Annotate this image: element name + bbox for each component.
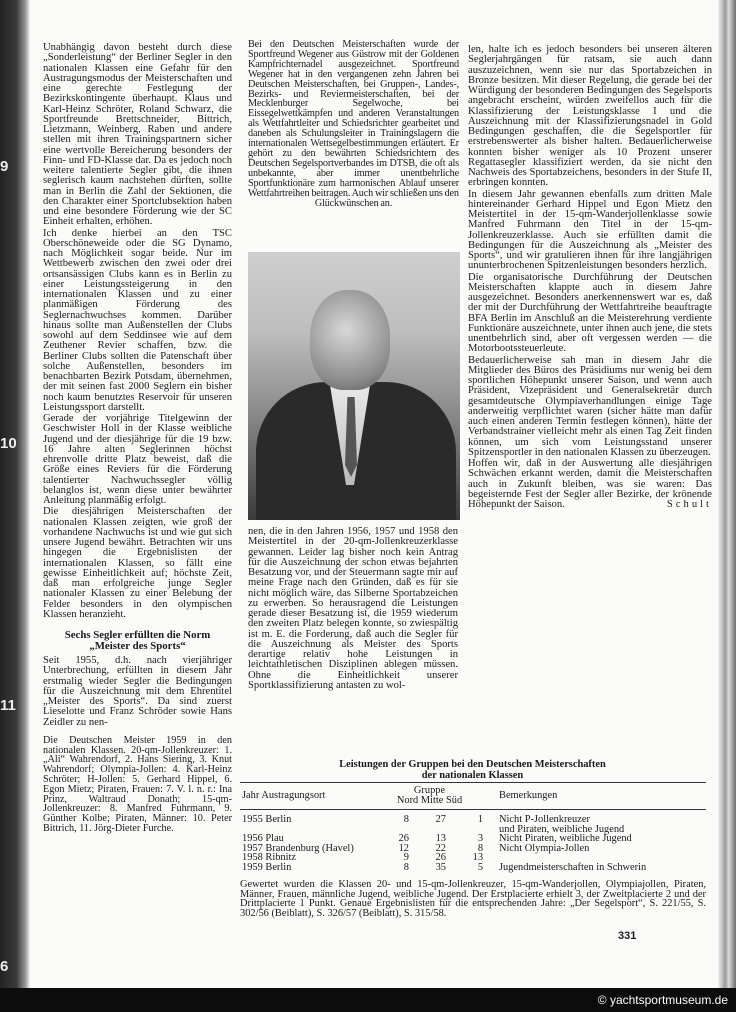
row-year: 1956 <box>242 833 263 845</box>
page-number: 331 <box>618 930 637 942</box>
paragraph: len, halte ich es jedoch besonders bei unseren älteren Seglerjahrgängen für ratsam, sie auch dann auszuzeichnen, wenn sie nur das Sportabzeichen in Bronze besitzen. Mit dieser Regelung, die gerade bei der Würdigung der besonderen Bedingungen des Segelsports angebracht erscheint, würden zweifellos auch für die Klassifizierung der Leistungsklasse I und die Auszeichnung mit der Klassifizierungsnadel in Gold Bedingungen geschaffen, die die Segelsportler für erstrebenswerter als bisher halten. Bedauerlicherweise konnten bisher weniger als 10 Prozent unserer Regattasegler klassifiziert werden, da sie nicht den Nachweis des Sportabzeichens, besonders in der Stufe II, erbringen konnten. <box>468 44 712 189</box>
author-signature: Schult <box>666 499 712 510</box>
cell-year-place <box>240 810 374 835</box>
row-remarks: Nicht Piraten, weibliche Jugend <box>499 833 632 845</box>
section-heading-line: „Meister des Sports“ <box>89 640 186 652</box>
footer-band <box>0 988 736 1012</box>
table-title <box>240 760 705 781</box>
row-place: Berlin <box>265 814 292 825</box>
cell-mitte: 27 <box>435 814 446 825</box>
cell-sued: 13 <box>472 852 484 864</box>
cell-nord: 8 <box>403 814 409 825</box>
edge-marker: 10 <box>0 435 17 452</box>
paragraph: Unabhängig davon besteht durch diese „Sonderleistung“ der Berliner Segler in den nationalen Klassen eine Gefahr für den Austragungsmodus der Meisterschaften und eine gerechte Festlegung der Bezirkskontingente überhaupt. Klaus und Karl-Heinz Schröter, Roland Schwarz, die Sportfreunde Brettschneider, Bittrich, Lietzmann, Weinberg, Raben und andere stellen mit ihren Trainingspartnern sicher eine wertvolle Bereicherung besonders der Finn- und FD-Klasse dar. Da es jedoch noch weitere talentierte Segler gibt, die ihnen seglerisch kaum nachstehen dürften, sollte man in Berlin die Zahl der Sektionen, die den Charakter einer Sportclubsektion haben und eine besondere Förderung wie der SC Einheit erhalten, erhöhen. <box>43 42 232 228</box>
right-column <box>468 45 712 510</box>
cell-sued: 3 <box>477 833 484 845</box>
paragraph: Ich denke hierbei an den TSC Oberschöneweide oder die SG Dynamo, nach Möglichkeit sogar beide. Nur im Wettbewerb zwischen den zwei oder drei ortsansässigen Clubs kann es in Berlin zu einer Leistungssteigerung in den internationalen Klassen und zu einer planmäßigen Förderung des Seglernachwuchses kommen. Darüber hinaus sollte man Außenstellen der Clubs sowohl auf dem Seddinsee wie auf dem Zeuthener Revier schaffen, bzw. die Berliner Clubs sollten die Patenschaft über solche Außenstellen, besonders im benachbarten Bezirk Potsdam, übernehmen, der mit seinen fast 2000 Seglern ein bisher noch kaum benutztes Reservoir für unseren Leistungssport darstellt. <box>43 227 232 413</box>
middle-column-bottom <box>248 527 458 691</box>
paragraph: Gerade der vorjährige Titelgewinn der Geschwister Holl in der Klasse weibliche Jugend und der diesjährige für die 19 bzw. 16 Jahre alten Seglerinnen höchst ehrenvolle dritte Platz beweist, daß die Größe eines Reviers für die Förderung talentierter Nachwuchssegler völlig belanglos ist, wenn diese unter bewährter Anleitung planmäßig erfolgt. <box>43 413 232 506</box>
row-year: 1955 <box>242 814 263 825</box>
cell-mitte: 13 <box>435 833 446 845</box>
row-year: 1959 <box>242 861 263 873</box>
row-remarks: Nicht P-Jollenkreuzer <box>499 814 590 825</box>
photo-caption: Die Deutschen Meister 1959 in den nationalen Klassen. 20-qm-Jollenkreuzer: 1. „Ali“ Wahrendorf, 2. Hans Siering, 3. Knut Wahrendorf; Olympia-Jollen: 4. Karl-Heinz Schröter; H-Jollen: 5. Gerhard Hippel, 6. Egon Mietz; Piraten, Frauen: 7. V. l. n. r.: Ina Prinz, Waltraud Donath; 15-qm-Jollenkreuzer: 8. Manfred Fuhrmann, 9. Günther Kolbe; Piraten, Männer: 10. Peter Bittrich, 11. Jörg-Dieter Furche. <box>43 734 232 834</box>
portrait-photo <box>248 252 460 520</box>
row-year: 1957 <box>242 842 263 854</box>
cell-nord: 8 <box>403 861 409 873</box>
cell-nord: 9 <box>403 852 409 864</box>
row-year: 1958 <box>242 852 263 864</box>
cell-mitte: 35 <box>435 861 446 873</box>
section-heading-line: Sechs Segler erfüllten die Norm <box>64 629 211 641</box>
row-remarks-cont: und Piraten, weibliche Jugend <box>499 823 625 835</box>
row-remarks: Nicht Olympia-Jollen <box>499 842 590 854</box>
row-place: Plau <box>265 833 284 845</box>
table-body <box>240 810 706 875</box>
paragraph-last-line: Glückwünschen an. <box>314 197 393 209</box>
cell-remarks <box>485 810 706 835</box>
book-binding-edge <box>718 0 736 990</box>
edge-marker: 11 <box>0 697 16 714</box>
page-edge-thumb-index <box>0 0 30 990</box>
paragraph: Die organisatorische Durchführung der Deutschen Meisterschaften klappte auch in diesem Jahre ausgezeichnet. Besonders anerkennenswert war es, daß der mit der Durchführung der Wettfahrtreihe beauftragte BFA Berlin im Anschluß an die Meisterehrung verdiente Funktionäre auszeichnete, unter ihnen auch jene, die stets unentbehrlich sind, aber oft vergessen werden — die Motorbootssteuerleute. <box>468 271 712 355</box>
table-header-row <box>240 783 706 810</box>
col-header-nord: Nord <box>396 795 419 806</box>
paragraph-text: Hoffen wir, daß in der Auswertung alle diesjährigen Schwächen erkannt werden, damit die Meisterschaften auch in Zukunft bleiben, was sie waren: Das begeisternde Fest der Segler aller Bezirke, der krönende Höhepunkt der Saison. <box>468 458 712 510</box>
col-header-sued: Süd <box>445 795 463 806</box>
col-header-remarks: Bemerkungen <box>485 783 706 810</box>
row-remarks: Jugendmeisterschaften in Schwerin <box>499 861 647 873</box>
table-footnote: Gewertet wurden die Klassen 20- und 15-qm-Jollenkreuzer, 15-qm-Wanderjollen, Olympiajollen, Piraten, Männer, Frauen, männliche Jugend, weibliche Jugend. Der Erstplacierte erhielt 3, der Zweitplacierte 2 und der Drittplacierte 1 Punkt. Genaue Ergebnislisten für die entsprechenden Jahre: „Der Segelsport“, S. 221/55, S. 302/56 (Beiblatt), S. 326/57 (Beiblatt), S. 315/58. <box>240 879 706 919</box>
col-header-year-place: Jahr Austragungsort <box>240 783 374 810</box>
cell-sued: 5 <box>477 861 484 873</box>
middle-column-top <box>248 40 459 208</box>
paragraph: nen, die in den Jahren 1956, 1957 und 1958 den Meistertitel in der 20-qm-Jollenkreuzerklasse gewannen. Leider lag bisher noch kein Antrag für die Auszeichnung der schon etwas bejahrten Besatzung vor, und der Steuermann sagte mir auf meine Frage nach den Gründen, daß es für sie nicht möglich wäre, das Silberne Sportabzeichen zu erwerben. So herausragend die Leistungen gerade dieser Besatzung ist, die 1959 wiederum den zweiten Platz belegen konnte, so zwiespältig ist m. E. die Forderung, daß auch die Segler für die Auszeichnung als Meister des Sports derartige relativ hohe Leistungen in leichtathletischen Disziplinen ablegen müssen. Ohne die Einheitlichkeit unserer Sportklassifizierung antasten zu wol- <box>248 526 458 691</box>
cell-nord: 26 <box>398 833 409 845</box>
results-table <box>240 782 706 875</box>
table-title-line: der nationalen Klassen <box>421 769 524 781</box>
paragraph <box>468 459 712 510</box>
cell-nord: 12 <box>398 842 409 854</box>
table-title-line: Leistungen der Gruppen bei den Deutschen Meisterschaften <box>339 759 606 770</box>
cell-remarks <box>485 844 706 854</box>
table-row <box>240 863 706 875</box>
watermark: © yachtsportmuseum.de <box>597 993 728 1007</box>
edge-marker: 9 <box>0 158 9 175</box>
cell-year-place <box>240 863 374 875</box>
paragraph: Die diesjährigen Meisterschaften der nationalen Klassen zeigten, wie groß der vorhandene Nachwuchs ist und wie gut sich unsere Jugend bewährt. Betrachten wir uns hingegen die Ergebnislisten der internationalen Klassen, so fällt eine gewisse Einheitlichkeit auf; höchste Zeit, daß man erfolgreiche junge Segler nationaler Klassen zu einer Belebung der Felder besonders in den olympischen Klassen heranzieht. <box>43 506 232 620</box>
row-place: Ribnitz <box>265 852 296 864</box>
cell-remarks <box>485 863 706 875</box>
edge-marker: 6 <box>0 958 9 975</box>
row-place: Berlin <box>265 861 292 873</box>
cell-sued: 1 <box>477 814 484 825</box>
col-header-group <box>374 783 485 810</box>
row-place: Brandenburg (Havel) <box>265 842 354 854</box>
cell-mitte: 22 <box>435 842 446 854</box>
left-column <box>43 43 232 834</box>
paragraph: Bei den Deutschen Meisterschaften wurde der Sportfreund Wegener aus Güstrow mit der Goldenen Kampfrichternadel ausgezeichnet. Sportfreund Wegener hat in den vergangenen zehn Jahren bei Deutschen Meisterschaften, bei Gruppen-, Landes-, Bezirks- und Reviermeisterschaften, bei der Mecklenburger Segelwoche, bei Eissegelwettkämpfen und anderen Veranstaltungen als Wettfahrtleiter und Schiedsrichter gearbeitet und daneben als Schulungsleiter in Trainingslagern die internationalen Wettsegelbestimmungen erläutert. Er gehört zu den bewährten Schiedsrichtern des Deutschen Segelsportverbandes im DTSB, die oft als unbekannte, aber immer unentbehrliche Sportfunktionäre zum harmonischen Ablauf unserer Wettfahrtreihen beitragen. Auch wir schließen uns den <box>248 39 459 199</box>
photo-figure-head <box>310 290 390 390</box>
paragraph: Seit 1955, d.h. nach vierjähriger Unterbrechung, erfüllten in diesem Jahr erstmalig wieder Segler die Bedingungen für die Auszeichnung mit dem Ehrentitel „Meister des Sports“. Da sind zuerst Lieselotte und Franz Schröder sowie Hans Zeidler zu nen- <box>43 655 232 728</box>
cell-mitte: 26 <box>435 852 446 864</box>
paragraph: In diesem Jahr gewannen ebenfalls zum dritten Male hintereinander Gerhard Hippel und Egon Mietz den Meistertitel in der 15-qm-Wanderjollenklasse sowie Manfred Fuhrmann den Titel in der 15-qm-Jollenkreuzerklasse. Auch sie erfüllten damit die Bedingungen für die Auszeichnung als „Meister des Sports“, und wir gratulieren ihnen für ihre langjährigen ununterbrochenen Spitzenleistungen besonders herzlich. <box>468 188 712 272</box>
section-heading <box>43 630 232 652</box>
col-header-mitte: Mitte <box>420 795 444 806</box>
table-row <box>240 810 706 835</box>
group-label: Gruppe <box>413 785 446 796</box>
paragraph: Bedauerlicherweise sah man in diesem Jahr die Mitglieder des Büros des Präsidiums nur wenig bei dem sportlichen Höhepunkt unserer Saison, und wenn auch Präsident, Vizepräsident und Generalsekretär durch gesamtdeutsche Olympiaverhandlungen einige Tage anderweitig verpflichtet waren (sicher hätte man dafür auch einen anderen Termin festlegen können), hätte der Verbandstrainer vielleicht mehr als einen Tag Zeit finden können, um sich vom Leistungsstand unserer Spitzensportler in den nationalen Klassen zu überzeugen. <box>468 354 712 458</box>
cell-sued: 8 <box>477 842 484 854</box>
